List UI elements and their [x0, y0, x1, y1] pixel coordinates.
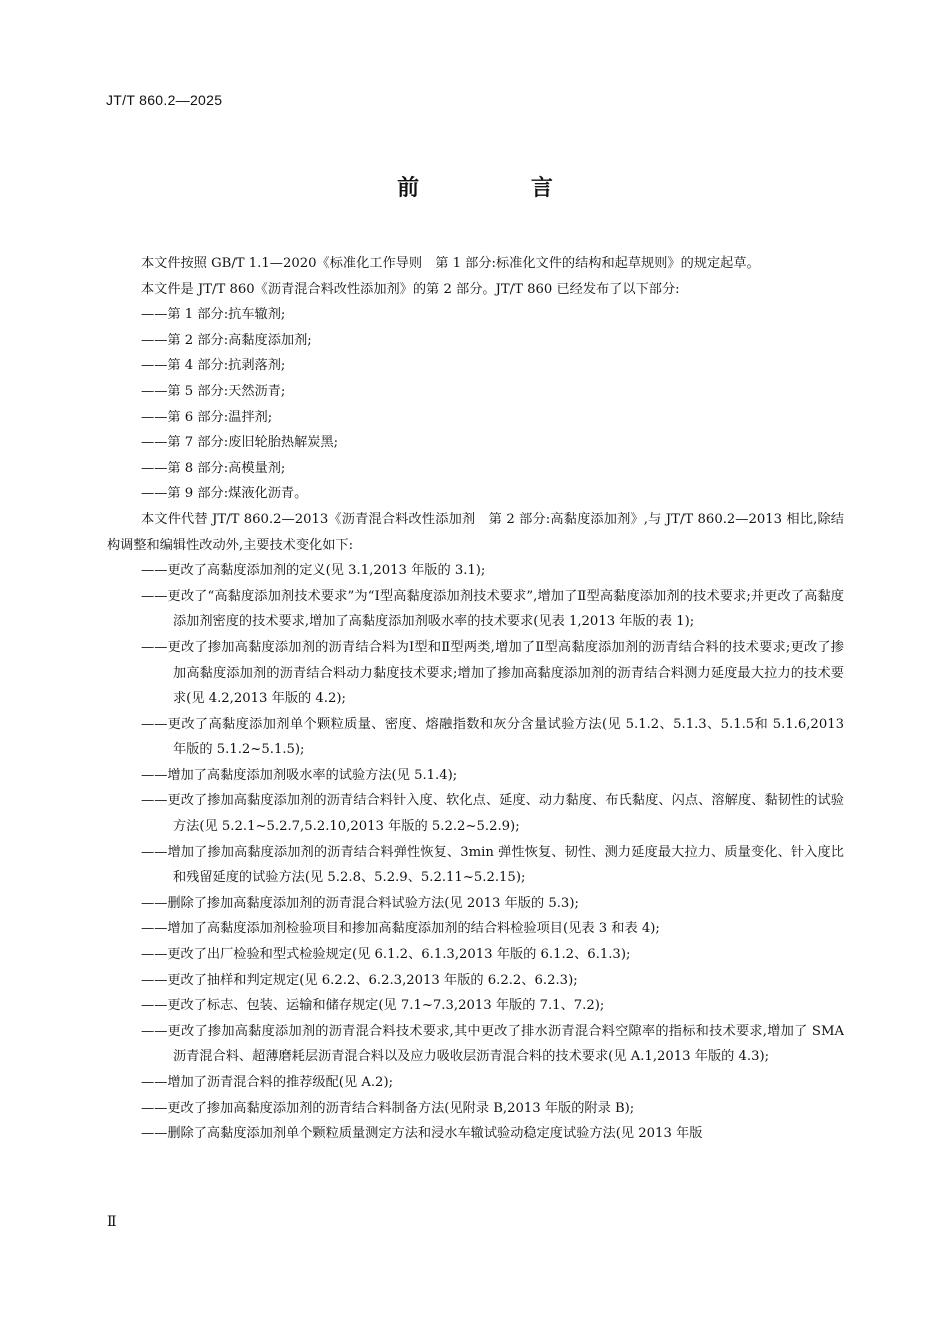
- change-list-item: ——删除了掺加高黏度添加剂的沥青混合料试验方法(见 2013 年版的 5.3);: [141, 895, 579, 911]
- parts-list-item: ——第 5 部分:天然沥青;: [141, 383, 286, 399]
- parts-list-item: ——第 9 部分:煤液化沥青。: [141, 486, 308, 502]
- change-list-item: ——更改了掺加高黏度添加剂的沥青结合料针入度、软化点、延度、动力黏度、布氏黏度、闪点、溶解度、黏韧性的试验方法(见 5.2.1~5.2.7,5.2.10,2013 年版的 5.2.2~5.2.9);: [141, 793, 844, 835]
- parts-list-item: ——第 8 部分:高模量剂;: [141, 460, 286, 476]
- change-list-item: ——更改了掺加高黏度添加剂的沥青结合料为Ⅰ型和Ⅱ型两类,增加了Ⅱ型高黏度添加剂的沥青结合料的技术要求;更改了掺加高黏度添加剂的沥青结合料动力黏度技术要求;增加了掺加高黏度添加剂的沥青结合料测力延度最大拉力的技术要求(见 4.2,2013 年版的 4.2);: [141, 639, 844, 707]
- change-list-item: ——更改了抽样和判定规定(见 6.2.2、6.2.3,2013 年版的 6.2.2、6.2.3);: [141, 972, 578, 988]
- change-list-item: ——更改了掺加高黏度添加剂的沥青结合料制备方法(见附录 B,2013 年版的附录 B);: [141, 1100, 635, 1116]
- parts-list: [107, 302, 844, 507]
- parts-list-item: ——第 2 部分:高黏度添加剂;: [141, 332, 312, 348]
- change-list-item: ——增加了高黏度添加剂吸水率的试验方法(见 5.1.4);: [141, 767, 458, 783]
- paragraph-drafting-rules: 本文件按照 GB/T 1.1—2020《标准化工作导则 第 1 部分:标准化文件的结构和起草规则》的规定起草。: [141, 256, 760, 271]
- changes-list: [107, 558, 844, 1147]
- change-list-item: ——增加了高黏度添加剂检验项目和掺加高黏度添加剂的结合料检验项目(见表 3 和表 4);: [141, 921, 660, 937]
- change-list-item: ——增加了沥青混合料的推荐级配(见 A.2);: [141, 1075, 394, 1090]
- change-list-item: ——更改了高黏度添加剂单个颗粒质量、密度、熔融指数和灰分含量试验方法(见 5.1.2、5.1.3、5.1.5和 5.1.6,2013 年版的 5.1.2~5.1.5);: [141, 716, 844, 758]
- change-list-item: ——更改了“高黏度添加剂技术要求”为“Ⅰ型高黏度添加剂技术要求”,增加了Ⅱ型高黏度添加剂的技术要求;并更改了高黏度添加剂密度的技术要求,增加了高黏度添加剂吸水率的技术要求(见表 1,2013 年版的表 1);: [141, 588, 844, 630]
- standard-code-header: JT/T 860.2—2025: [106, 92, 223, 108]
- paragraph-series-intro: 本文件是 JT/T 860《沥青混合料改性添加剂》的第 2 部分。JT/T 860 已经发布了以下部分:: [141, 281, 680, 297]
- paragraph-replacement-statement: 本文件代替 JT/T 860.2—2013《沥青混合料改性添加剂 第 2 部分:高黏度添加剂》,与 JT/T 860.2—2013 相比,除结构调整和编辑性改动外,主要技术变化如下:: [107, 511, 844, 553]
- page-number: Ⅱ: [107, 1214, 117, 1230]
- parts-list-item: ——第 6 部分:温拌剂;: [141, 409, 273, 425]
- parts-list-item: ——第 1 部分:抗车辙剂;: [141, 307, 286, 323]
- parts-list-item: ——第 7 部分:废旧轮胎热解炭黑;: [141, 435, 339, 451]
- foreword-body: [107, 251, 844, 1147]
- parts-list-item: ——第 4 部分:抗剥落剂;: [141, 358, 286, 374]
- change-list-item: ——更改了标志、包装、运输和储存规定(见 7.1~7.3,2013 年版的 7.1、7.2);: [141, 998, 605, 1014]
- change-list-item: ——删除了高黏度添加剂单个颗粒质量测定方法和浸水车辙试验动稳定度试验方法(见 2013 年版: [141, 1126, 703, 1142]
- page-title: 前 言: [397, 176, 605, 201]
- change-list-item: ——更改了高黏度添加剂的定义(见 3.1,2013 年版的 3.1);: [141, 563, 486, 579]
- change-list-item: ——增加了掺加高黏度添加剂的沥青结合料弹性恢复、3min 弹性恢复、韧性、测力延度最大拉力、质量变化、针入度比和残留延度的试验方法(见 5.2.8、5.2.9、5.2.11~5.2.15);: [141, 844, 844, 886]
- change-list-item: ——更改了出厂检验和型式检验规定(见 6.1.2、6.1.3,2013 年版的 6.1.2、6.1.3);: [141, 947, 631, 963]
- change-list-item: ——更改了掺加高黏度添加剂的沥青混合料技术要求,其中更改了排水沥青混合料空隙率的指标和技术要求,增加了 SMA 沥青混合料、超薄磨耗层沥青混合料以及应力吸收层沥青混合料的技术要求(见 A.1,2013 年版的 4.3);: [141, 1023, 844, 1065]
